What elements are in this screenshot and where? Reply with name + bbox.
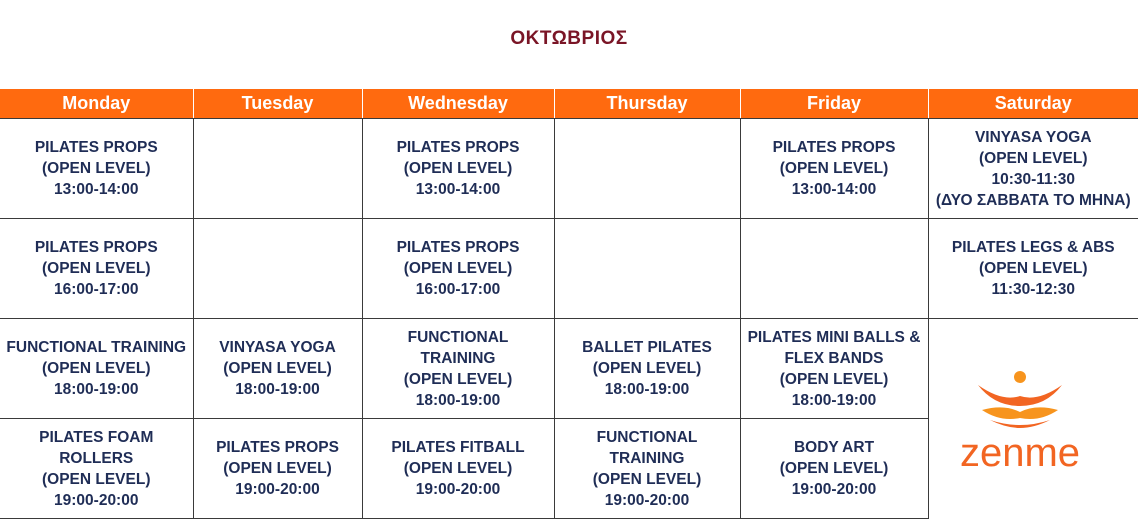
class-info-line: (OPEN LEVEL) [194, 358, 362, 379]
class-cell-tuesday [193, 419, 362, 519]
class-info-line: 18:00-19:00 [741, 390, 928, 411]
class-info-line: PILATES PROPS [0, 237, 193, 258]
class-info-line: 19:00-20:00 [741, 479, 928, 500]
class-info-line: ROLLERS [0, 448, 193, 469]
class-info-line: FUNCTIONAL [555, 427, 740, 448]
class-cell-friday [740, 419, 928, 519]
class-cell-wednesday [362, 119, 554, 219]
class-cell-wednesday [362, 419, 554, 519]
schedule-row [0, 119, 1138, 219]
class-info-line: (OPEN LEVEL) [555, 358, 740, 379]
class-info-line: 18:00-19:00 [555, 379, 740, 400]
class-info-line: 13:00-14:00 [0, 179, 193, 200]
class-info-line: (OPEN LEVEL) [741, 369, 928, 390]
class-info-line: (ΔΥΟ ΣΑΒΒΑΤΑ ΤΟ ΜΗΝΑ) [929, 190, 1138, 211]
class-info-line: 13:00-14:00 [363, 179, 554, 200]
class-info-line: 10:30-11:30 [929, 169, 1138, 190]
class-cell-thursday [554, 319, 740, 419]
class-cell-friday [740, 319, 928, 419]
class-info-line: 13:00-14:00 [741, 179, 928, 200]
zenme-meditating-figure-logo-icon [942, 360, 1098, 475]
class-info-line: PILATES PROPS [363, 137, 554, 158]
day-header-monday: Monday [0, 89, 193, 119]
class-info-line: 11:30-12:30 [929, 279, 1138, 300]
class-info-line: (OPEN LEVEL) [363, 258, 554, 279]
class-info-line: 19:00-20:00 [194, 479, 362, 500]
class-info-line: (OPEN LEVEL) [929, 258, 1138, 279]
class-cell-friday [740, 119, 928, 219]
class-cell-thursday [554, 419, 740, 519]
class-cell-wednesday [362, 219, 554, 319]
class-info-line: (OPEN LEVEL) [363, 158, 554, 179]
class-info-line: PILATES MINI BALLS & [741, 327, 928, 348]
class-info-line: VINYASA YOGA [194, 337, 362, 358]
empty-cell-tuesday [193, 119, 362, 219]
class-info-line: BODY ART [741, 437, 928, 458]
class-cell-monday [0, 119, 193, 219]
class-info-line: PILATES FITBALL [363, 437, 554, 458]
class-info-line: (OPEN LEVEL) [741, 458, 928, 479]
class-info-line: FLEX BANDS [741, 348, 928, 369]
day-header-thursday: Thursday [554, 89, 740, 119]
class-info-line: (OPEN LEVEL) [0, 258, 193, 279]
class-info-line: PILATES FOAM [0, 427, 193, 448]
class-info-line: (OPEN LEVEL) [929, 148, 1138, 169]
schedule-row [0, 219, 1138, 319]
day-header-tuesday: Tuesday [193, 89, 362, 119]
class-info-line: PILATES PROPS [0, 137, 193, 158]
class-info-line: (OPEN LEVEL) [194, 458, 362, 479]
class-info-line: (OPEN LEVEL) [741, 158, 928, 179]
class-info-line: (OPEN LEVEL) [363, 369, 554, 390]
class-info-line: 19:00-20:00 [363, 479, 554, 500]
zenme-logo [942, 360, 1098, 475]
class-info-line: BALLET PILATES [555, 337, 740, 358]
class-info-line: 18:00-19:00 [194, 379, 362, 400]
class-info-line: TRAINING [363, 348, 554, 369]
class-cell-tuesday [193, 319, 362, 419]
class-info-line: PILATES PROPS [741, 137, 928, 158]
class-info-line: TRAINING [555, 448, 740, 469]
day-header-wednesday: Wednesday [362, 89, 554, 119]
class-info-line: 16:00-17:00 [363, 279, 554, 300]
month-title: ΟΚΤΩΒΡΙΟΣ [0, 28, 1138, 50]
class-info-line: (OPEN LEVEL) [555, 469, 740, 490]
class-info-line: PILATES PROPS [194, 437, 362, 458]
empty-cell-tuesday [193, 219, 362, 319]
class-info-line: 18:00-19:00 [363, 390, 554, 411]
class-cell-wednesday [362, 319, 554, 419]
class-cell-saturday [928, 119, 1138, 219]
class-info-line: FUNCTIONAL [363, 327, 554, 348]
day-header-saturday: Saturday [928, 89, 1138, 119]
empty-cell-thursday [554, 119, 740, 219]
class-cell-monday [0, 319, 193, 419]
class-info-line: PILATES PROPS [363, 237, 554, 258]
class-info-line: FUNCTIONAL TRAINING [0, 337, 193, 358]
empty-cell-friday [740, 219, 928, 319]
class-info-line: (OPEN LEVEL) [0, 158, 193, 179]
class-cell-monday [0, 219, 193, 319]
class-info-line: (OPEN LEVEL) [0, 469, 193, 490]
day-header-row [0, 89, 1138, 119]
class-info-line: (OPEN LEVEL) [0, 358, 193, 379]
class-cell-saturday [928, 219, 1138, 319]
class-info-line: 19:00-20:00 [555, 490, 740, 511]
class-info-line: (OPEN LEVEL) [363, 458, 554, 479]
class-info-line: VINYASA YOGA [929, 127, 1138, 148]
class-info-line: 16:00-17:00 [0, 279, 193, 300]
zenme-logo-text: zenme [960, 431, 1080, 475]
empty-cell-thursday [554, 219, 740, 319]
day-header-friday: Friday [740, 89, 928, 119]
class-info-line: 18:00-19:00 [0, 379, 193, 400]
class-cell-monday [0, 419, 193, 519]
class-info-line: PILATES LEGS & ABS [929, 237, 1138, 258]
class-info-line: 19:00-20:00 [0, 490, 193, 511]
